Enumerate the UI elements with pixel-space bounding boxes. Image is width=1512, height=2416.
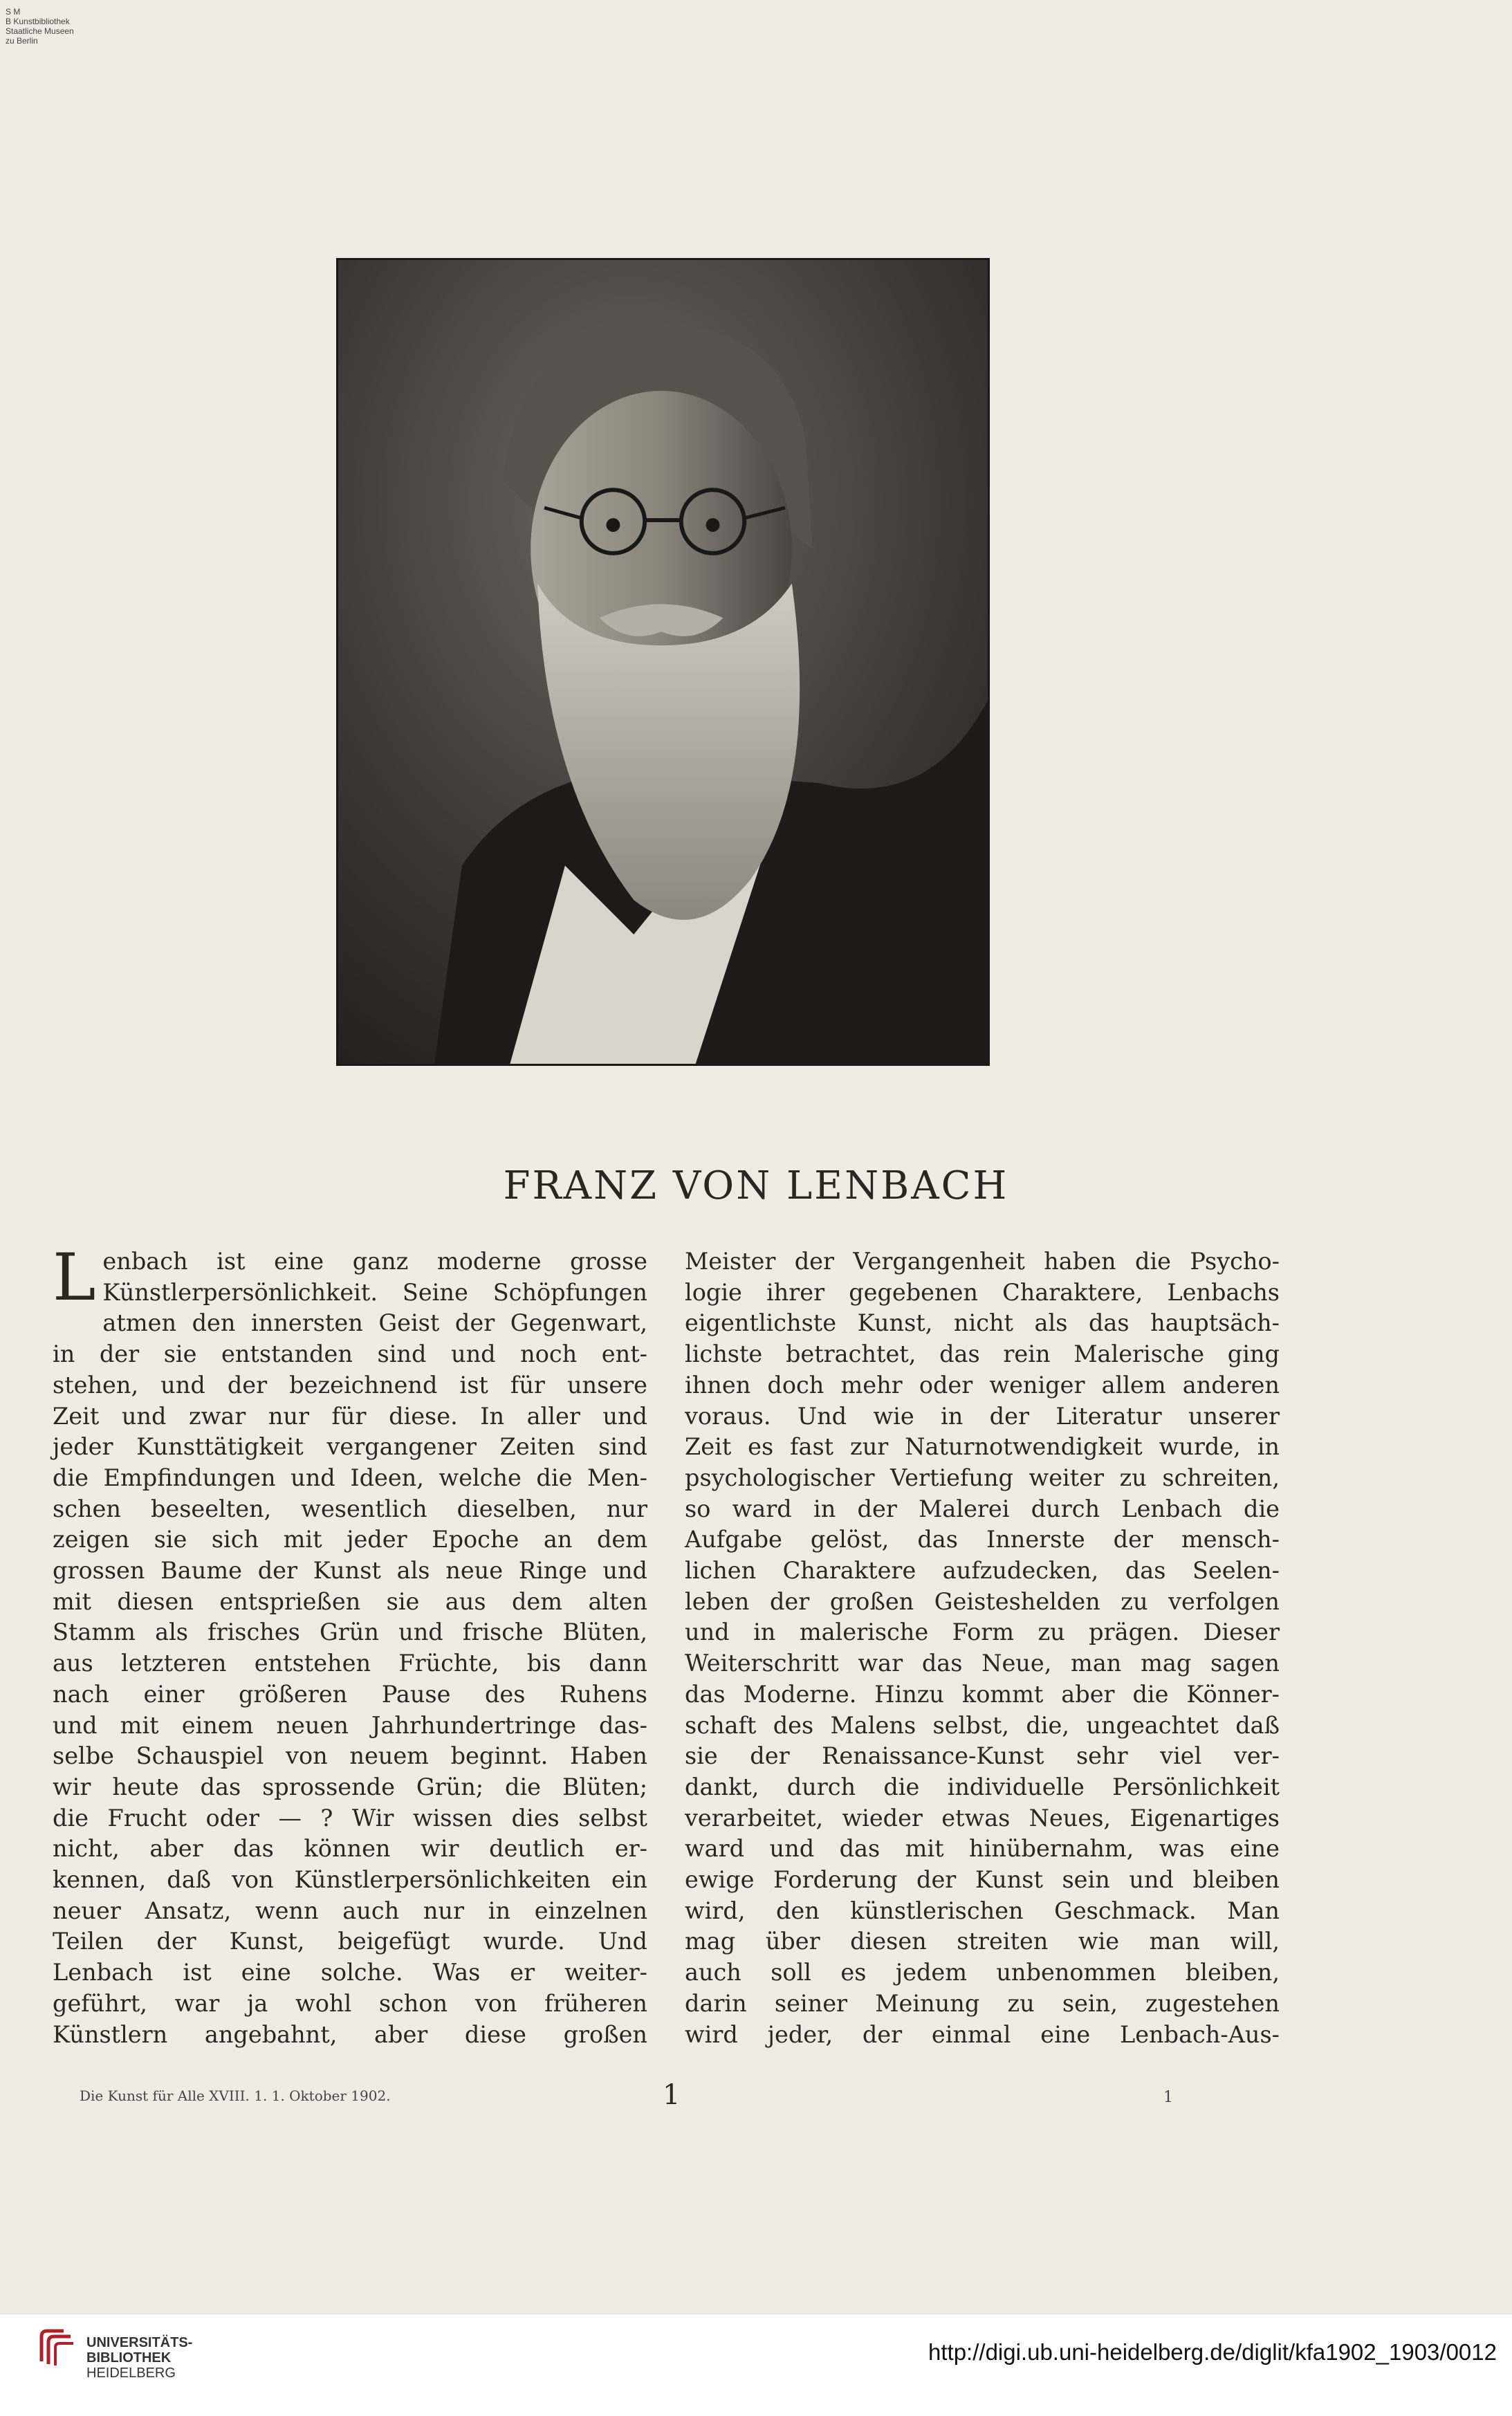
text-line: Künstlerpersönlichkeit. Seine Schöpfungen	[102, 1278, 647, 1306]
text-line: wird, den künstlerischen Geschmack. Man	[685, 1897, 1280, 1924]
portrait-image	[336, 258, 990, 1066]
text-line: lichste betrachtet, das rein Malerische ging	[685, 1340, 1280, 1368]
text-line: das Moderne. Hinzu kommt aber die Könner-	[685, 1680, 1280, 1708]
library-name-line: UNIVERSITÄTS-	[86, 2335, 193, 2350]
text-line: leben der großen Geisteshelden zu verfolgen	[685, 1587, 1280, 1615]
text-line: die Frucht oder — ? Wir wissen dies selbst	[53, 1804, 647, 1832]
page-number: 1	[663, 2079, 681, 2111]
text-line: ward und das mit hinübernahm, was eine	[685, 1835, 1280, 1863]
library-name-line: HEIDELBERG	[86, 2366, 176, 2381]
text-line: Lenbach ist eine solche. Was er weiter-	[53, 1959, 647, 1986]
text-line: kennen, daß von Künstlerpersönlichkeiten ein	[53, 1866, 647, 1894]
text-line: ewige Forderung der Kunst sein und bleiben	[685, 1866, 1280, 1894]
text-line: neuer Ansatz, wenn auch nur in einzelnen	[53, 1897, 647, 1924]
text-line: und mit einem neuen Jahrhundertringe das-	[53, 1711, 647, 1739]
source-url[interactable]: http://digi.ub.uni-heidelberg.de/diglit/kfa1902_1903/0012	[928, 2339, 1497, 2365]
text-line: wird jeder, der einmal eine Lenbach-Aus-	[685, 2020, 1280, 2048]
library-name-line: BIBLIOTHEK	[86, 2350, 172, 2366]
text-line: jeder Kunsttätigkeit vergangener Zeiten sind	[53, 1433, 647, 1461]
text-line: voraus. Und wie in der Literatur unserer	[685, 1402, 1280, 1430]
text-line: Künstlern angebahnt, aber diese großen	[53, 2020, 647, 2048]
text-line: Zeit und zwar nur für diese. In aller und	[53, 1402, 647, 1430]
portrait-illustration	[338, 260, 988, 1064]
text-line: mag über diesen streiten wie man will,	[685, 1928, 1280, 1955]
text-line: nach einer größeren Pause des Ruhens	[53, 1680, 647, 1708]
text-line: wir heute das sprossende Grün; die Blüten;	[53, 1773, 647, 1800]
library-logo-icon	[36, 2327, 77, 2368]
text-line: Weiterschritt war das Neue, man mag sagen	[685, 1650, 1280, 1677]
text-line: atmen den innersten Geist der Gegenwart,	[102, 1309, 647, 1337]
text-line: nicht, aber das können wir deutlich er-	[53, 1835, 647, 1863]
text-line: dankt, durch die individuelle Persönlichkeit	[685, 1773, 1280, 1800]
library-name	[86, 2335, 192, 2381]
text-line: auch soll es jedem unbenommen bleiben,	[685, 1959, 1280, 1986]
text-line: lichen Charaktere aufzudecken, das Seelen-	[685, 1557, 1280, 1585]
text-line: Aufgabe gelöst, das Innerste der mensch-	[685, 1526, 1280, 1553]
library-footer-band	[0, 2314, 1512, 2416]
text-line: darin seiner Meinung zu sein, zugestehen	[685, 1989, 1280, 2017]
stamp-line: zu Berlin	[6, 36, 38, 46]
text-line: zeigen sie sich mit jeder Epoche an dem	[53, 1526, 647, 1553]
article-column-right	[685, 1246, 1280, 2050]
text-line: verarbeitet, wieder etwas Neues, Eigenartiges	[685, 1804, 1280, 1832]
text-line: und in malerische Form zu prägen. Dieser	[685, 1619, 1280, 1646]
text-line: logie ihrer gegebenen Charaktere, Lenbachs	[685, 1278, 1280, 1306]
signature-mark: 1	[1163, 2089, 1173, 2106]
text-line: schaft des Malens selbst, die, ungeachtet daß	[685, 1711, 1280, 1739]
text-line: ihnen doch mehr oder weniger allem anderen	[685, 1371, 1280, 1399]
stamp-line: Staatliche Museen	[6, 26, 74, 36]
drop-cap: L	[53, 1240, 96, 1316]
text-line: in der sie entstanden sind und noch ent-	[53, 1340, 647, 1368]
article-title: FRANZ VON LENBACH	[503, 1163, 1009, 1208]
text-line: aus letzteren entstehen Früchte, bis dann	[53, 1650, 647, 1677]
stamp-line: B Kunstbibliothek	[6, 17, 70, 26]
library-stamp	[6, 7, 74, 46]
stamp-line: S M	[6, 7, 21, 17]
text-line: Meister der Vergangenheit haben die Psycho-	[685, 1248, 1280, 1275]
text-line: schen beseelten, wesentlich dieselben, nur	[53, 1495, 647, 1522]
text-line: sie der Renaissance-Kunst sehr viel ver-	[685, 1742, 1280, 1770]
text-line: grossen Baume der Kunst als neue Ringe und	[53, 1557, 647, 1585]
article-column-left	[53, 1240, 647, 2050]
text-line: selbe Schauspiel von neuem beginnt. Haben	[53, 1742, 647, 1770]
text-line: Stamm als frisches Grün und frische Blüten,	[53, 1619, 647, 1646]
text-line: die Empfindungen und Ideen, welche die Men-	[53, 1464, 647, 1491]
text-line: Zeit es fast zur Naturnotwendigkeit wurde, in	[685, 1433, 1280, 1461]
text-line: enbach ist eine ganz moderne grosse	[102, 1248, 647, 1275]
text-line: eigentlichste Kunst, nicht als das hauptsäch-	[685, 1309, 1280, 1337]
text-line: geführt, war ja wohl schon von früheren	[53, 1989, 647, 2017]
text-line: mit diesen entsprießen sie aus dem alten	[53, 1587, 647, 1615]
text-line: so ward in der Malerei durch Lenbach die	[685, 1495, 1280, 1522]
text-line: stehen, und der bezeichnend ist für unsere	[53, 1371, 647, 1399]
text-line: psychologischer Vertiefung weiter zu schreiten,	[685, 1464, 1280, 1491]
journal-reference: Die Kunst für Alle XVIII. 1. 1. Oktober 1902.	[80, 2087, 391, 2104]
text-line: Teilen der Kunst, beigefügt wurde. Und	[53, 1928, 647, 1955]
